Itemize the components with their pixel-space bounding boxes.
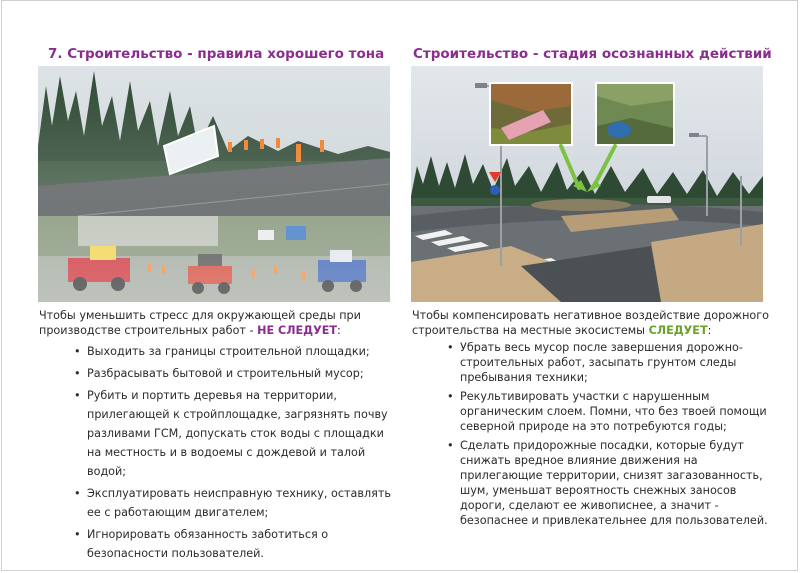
- finished-road-photo: [411, 66, 763, 302]
- list-item: • Рекультивировать участки с нарушенным органическим слоем. Помни, что без твоей помощи северной природе на это потребуются годы;: [447, 389, 777, 434]
- list-item: • Игнорировать обязанность заботиться о безопасности пользователей.: [74, 525, 399, 563]
- left-section-title: 7. Строительство - правила хорошего тона: [48, 46, 385, 62]
- left-intro-suffix: :: [337, 324, 341, 337]
- right-intro-text: [412, 308, 772, 338]
- list-item: • Эксплуатировать неисправную технику, оставлять ее с работающим двигателем;: [74, 484, 399, 522]
- list-item: • Сделать придорожные посадки, которые будут снижать вредное влияние движения на прилегающие территории, снизят загазованность, шум, уменьшат вероятность снежных заносов дороги, сделают ее живописнее, а значит - безопаснее и привлекательнее для пользователей.: [447, 438, 777, 528]
- list-item: • Рубить и портить деревья на территории, прилегающей к стройплощадке, загрязнять почву разливами ГСМ, допускать сток воды с площадки на местность и в водоемы с дождевой и талой водой;: [74, 386, 399, 481]
- left-prohibited-list: [74, 342, 399, 566]
- right-section-title: Строительство - стадия осознанных действий: [413, 46, 772, 62]
- construction-site-photo: [38, 66, 390, 302]
- right-intro-emphasis: СЛЕДУЕТ: [648, 324, 708, 337]
- left-intro-main: Чтобы уменьшить стресс для окружающей среды при производстве строительных работ -: [39, 309, 361, 337]
- right-intro-main: Чтобы компенсировать негативное воздействие дорожного строительства на местные экосистемы: [412, 309, 770, 337]
- left-intro-text: [39, 308, 399, 338]
- list-item: • Убрать весь мусор после завершения дорожно-строительных работ, засыпать грунтом следы пребывания техники;: [447, 340, 777, 385]
- left-intro-emphasis: НЕ СЛЕДУЕТ: [257, 324, 337, 337]
- right-intro-suffix: :: [707, 324, 712, 337]
- list-item: • Разбрасывать бытовой и строительный мусор;: [74, 364, 399, 383]
- list-item: • Выходить за границы строительной площадки;: [74, 342, 399, 361]
- right-recommended-list: [447, 340, 777, 532]
